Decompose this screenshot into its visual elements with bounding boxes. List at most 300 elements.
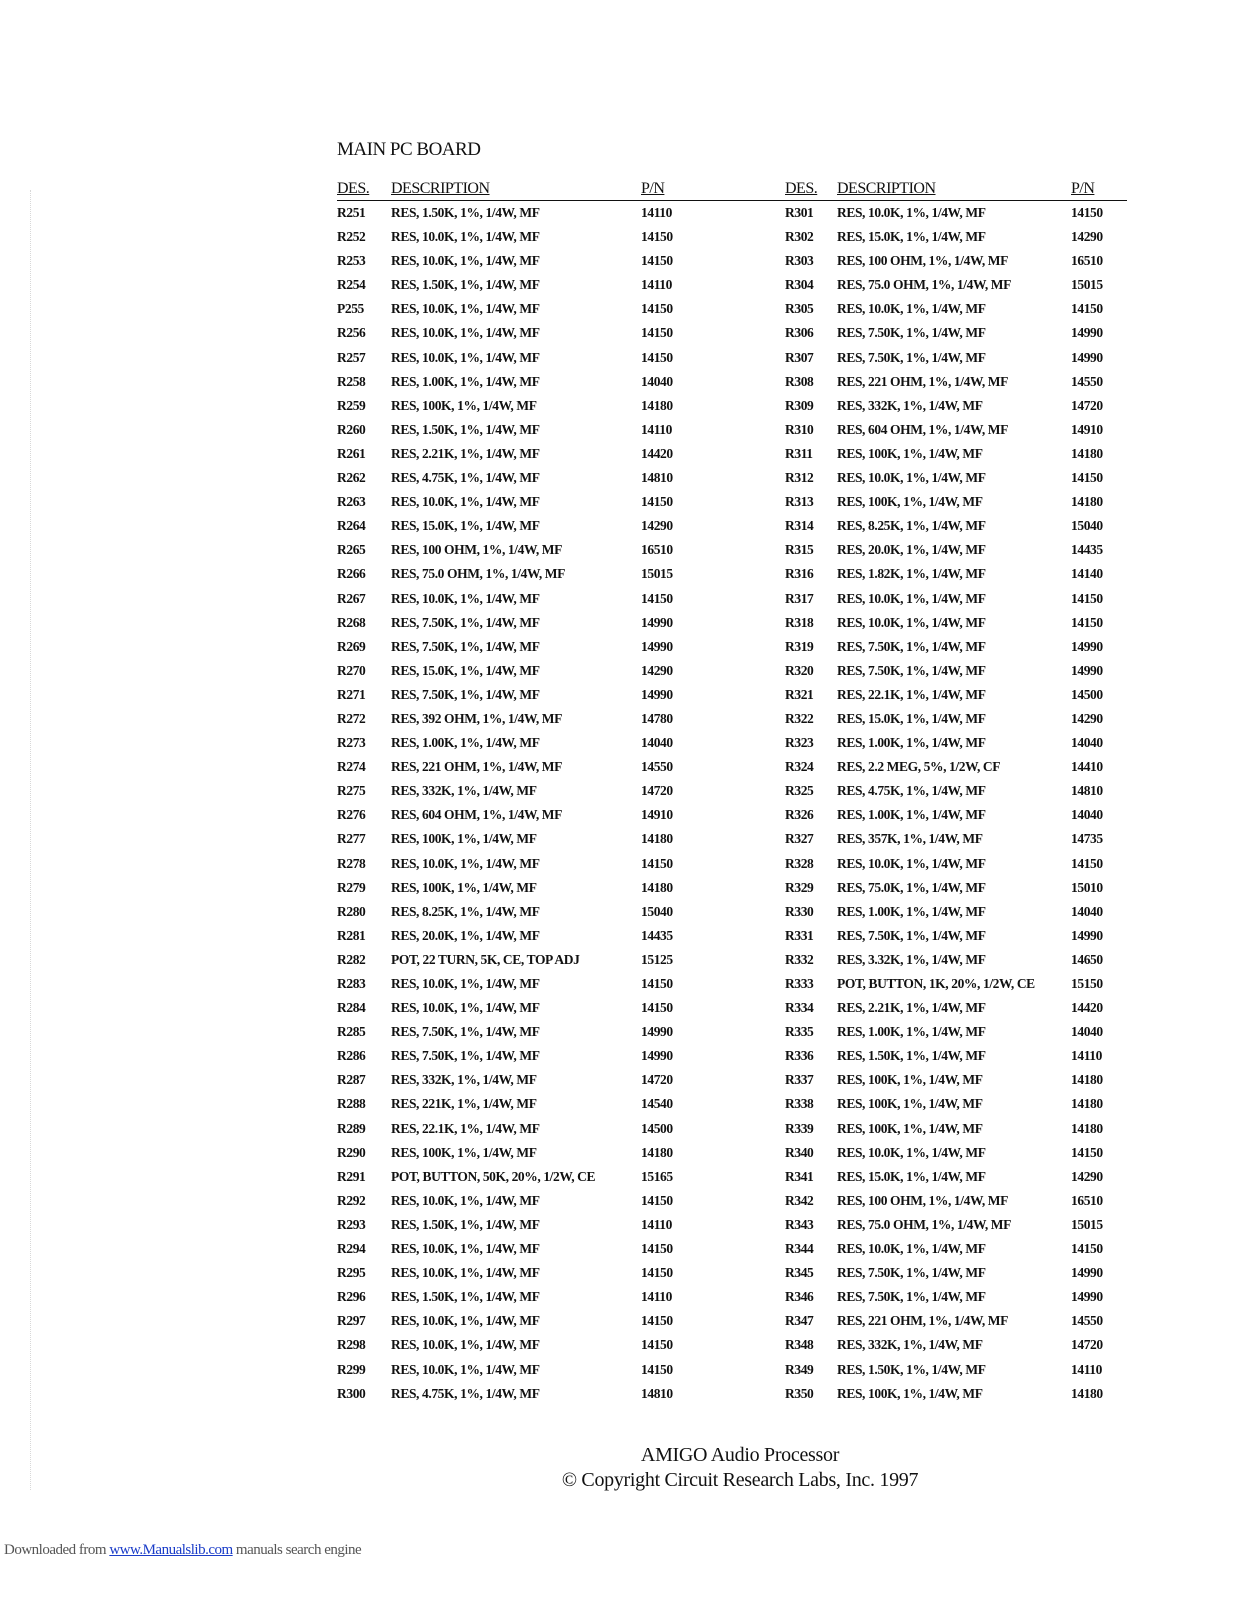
des-right: R320	[785, 662, 814, 678]
table-row	[337, 370, 1127, 394]
description-left: RES, 15.0K, 1%, 1/4W, MF	[391, 662, 540, 678]
des-left: R271	[337, 686, 366, 702]
description-left: RES, 10.0K, 1%, 1/4W, MF	[391, 1313, 540, 1329]
description-left: RES, 10.0K, 1%, 1/4W, MF	[391, 1241, 540, 1257]
description-left: RES, 1.50K, 1%, 1/4W, MF	[391, 1289, 540, 1305]
description-right: RES, 332K, 1%, 1/4W, MF	[837, 397, 983, 413]
des-right: R341	[785, 1168, 814, 1184]
pn-right: 14720	[1071, 397, 1103, 413]
pn-right: 14040	[1071, 1024, 1103, 1040]
des-right: R350	[785, 1385, 814, 1401]
description-left: RES, 100K, 1%, 1/4W, MF	[391, 831, 537, 847]
des-right: R302	[785, 229, 814, 245]
description-left: RES, 10.0K, 1%, 1/4W, MF	[391, 855, 540, 871]
des-right: R340	[785, 1144, 814, 1160]
des-left: R292	[337, 1192, 366, 1208]
des-right: R347	[785, 1313, 814, 1329]
table-row	[337, 1382, 1127, 1406]
description-left: RES, 7.50K, 1%, 1/4W, MF	[391, 614, 540, 630]
description-right: RES, 2.2 MEG, 5%, 1/2W, CF	[837, 759, 1001, 775]
des-left: R298	[337, 1337, 366, 1353]
pn-right: 14420	[1071, 1000, 1103, 1016]
description-left: RES, 22.1K, 1%, 1/4W, MF	[391, 1120, 540, 1136]
section-title: MAIN PC BOARD	[337, 139, 481, 160]
pn-left: 14990	[641, 1048, 673, 1064]
des-left: R269	[337, 638, 366, 654]
des-right: R342	[785, 1192, 814, 1208]
description-left: RES, 332K, 1%, 1/4W, MF	[391, 1072, 537, 1088]
description-right: RES, 2.21K, 1%, 1/4W, MF	[837, 1000, 986, 1016]
des-right: R326	[785, 807, 814, 823]
pn-right: 14990	[1071, 662, 1103, 678]
pn-left: 14290	[641, 662, 673, 678]
des-left: R270	[337, 662, 366, 678]
header-des-right: DES.	[785, 180, 818, 197]
description-right: RES, 100K, 1%, 1/4W, MF	[837, 494, 983, 510]
description-left: RES, 392 OHM, 1%, 1/4W, MF	[391, 710, 562, 726]
table-row	[337, 562, 1127, 586]
des-right: R327	[785, 831, 814, 847]
des-right: R348	[785, 1337, 814, 1353]
des-left: R281	[337, 927, 366, 943]
pn-left: 15040	[641, 903, 673, 919]
des-left: R260	[337, 421, 366, 437]
description-right: RES, 22.1K, 1%, 1/4W, MF	[837, 686, 986, 702]
description-right: RES, 75.0 OHM, 1%, 1/4W, MF	[837, 277, 1011, 293]
table-row	[337, 490, 1127, 514]
des-left: R290	[337, 1144, 366, 1160]
description-right: RES, 10.0K, 1%, 1/4W, MF	[837, 1241, 986, 1257]
description-right: RES, 15.0K, 1%, 1/4W, MF	[837, 710, 986, 726]
pn-left: 14180	[641, 1144, 673, 1160]
pn-right: 14180	[1071, 1120, 1103, 1136]
description-right: RES, 1.00K, 1%, 1/4W, MF	[837, 735, 986, 751]
table-row	[337, 297, 1127, 321]
des-right: R335	[785, 1024, 814, 1040]
des-left: R285	[337, 1024, 366, 1040]
des-right: R349	[785, 1361, 814, 1377]
description-right: RES, 1.82K, 1%, 1/4W, MF	[837, 566, 986, 582]
des-left: R289	[337, 1120, 366, 1136]
description-left: RES, 20.0K, 1%, 1/4W, MF	[391, 927, 540, 943]
description-left: RES, 7.50K, 1%, 1/4W, MF	[391, 686, 540, 702]
pn-right: 14990	[1071, 1265, 1103, 1281]
pn-left: 14990	[641, 686, 673, 702]
pn-right: 14550	[1071, 1313, 1103, 1329]
des-left: R297	[337, 1313, 366, 1329]
description-right: RES, 357K, 1%, 1/4W, MF	[837, 831, 983, 847]
description-right: RES, 8.25K, 1%, 1/4W, MF	[837, 518, 986, 534]
description-right: RES, 100K, 1%, 1/4W, MF	[837, 1072, 983, 1088]
download-suffix: manuals search engine	[232, 1542, 362, 1558]
pn-right: 14040	[1071, 903, 1103, 919]
pn-left: 14810	[641, 1385, 673, 1401]
description-left: RES, 10.0K, 1%, 1/4W, MF	[391, 1265, 540, 1281]
table-row	[337, 346, 1127, 370]
pn-right: 14990	[1071, 1289, 1103, 1305]
des-right: R344	[785, 1241, 814, 1257]
pn-right: 15150	[1071, 976, 1103, 991]
des-right: R324	[785, 759, 814, 775]
pn-right: 15010	[1071, 879, 1103, 895]
pn-right: 14150	[1071, 205, 1103, 220]
description-right: RES, 10.0K, 1%, 1/4W, MF	[837, 855, 986, 871]
des-left: R257	[337, 349, 366, 365]
footer-product-name: AMIGO Audio Processor	[640, 1444, 840, 1466]
pn-left: 14150	[641, 253, 673, 269]
table-row	[337, 972, 1127, 996]
table-row	[337, 659, 1127, 683]
des-right: R306	[785, 325, 814, 341]
description-right: RES, 100K, 1%, 1/4W, MF	[837, 1120, 983, 1136]
des-left: R295	[337, 1265, 366, 1281]
pn-left: 14150	[641, 1265, 673, 1281]
table-row	[337, 514, 1127, 538]
description-left: RES, 100K, 1%, 1/4W, MF	[391, 1144, 537, 1160]
description-left: POT, 22 TURN, 5K, CE, TOP ADJ	[391, 951, 580, 967]
description-left: RES, 15.0K, 1%, 1/4W, MF	[391, 518, 540, 534]
table-row	[337, 731, 1127, 755]
pn-left: 14550	[641, 759, 673, 775]
des-right: R321	[785, 686, 814, 702]
description-left: RES, 10.0K, 1%, 1/4W, MF	[391, 253, 540, 269]
description-left: RES, 1.50K, 1%, 1/4W, MF	[391, 205, 540, 220]
table-row	[337, 1333, 1127, 1357]
footer	[540, 1443, 940, 1493]
pn-right: 15040	[1071, 518, 1103, 534]
description-right: RES, 100 OHM, 1%, 1/4W, MF	[837, 253, 1008, 269]
description-right: RES, 10.0K, 1%, 1/4W, MF	[837, 1144, 986, 1160]
pn-right: 14990	[1071, 349, 1103, 365]
des-left: R263	[337, 494, 366, 510]
pn-left: 14500	[641, 1120, 673, 1136]
des-left: R294	[337, 1241, 366, 1257]
pn-right: 14435	[1071, 542, 1103, 558]
table-row	[337, 1141, 1127, 1165]
description-right: RES, 7.50K, 1%, 1/4W, MF	[837, 927, 986, 943]
parts-list-header	[337, 178, 1127, 201]
description-right: RES, 10.0K, 1%, 1/4W, MF	[837, 614, 986, 630]
description-left: RES, 1.50K, 1%, 1/4W, MF	[391, 277, 540, 293]
des-left: R252	[337, 229, 366, 245]
pn-right: 14500	[1071, 686, 1103, 702]
table-row	[337, 1285, 1127, 1309]
pn-right: 14180	[1071, 1096, 1103, 1112]
header-pn-right: P/N	[1071, 180, 1095, 197]
des-right: R345	[785, 1265, 814, 1281]
description-right: POT, BUTTON, 1K, 20%, 1/2W, CE	[837, 976, 1035, 991]
des-left: R261	[337, 445, 366, 461]
description-right: RES, 100 OHM, 1%, 1/4W, MF	[837, 1192, 1008, 1208]
description-left: RES, 100 OHM, 1%, 1/4W, MF	[391, 542, 562, 558]
des-right: R328	[785, 855, 814, 871]
table-row	[337, 779, 1127, 803]
pn-right: 14650	[1071, 951, 1103, 967]
pn-left: 14040	[641, 373, 673, 389]
table-row	[337, 538, 1127, 562]
des-right: R331	[785, 927, 814, 943]
pn-left: 14435	[641, 927, 673, 943]
pn-left: 14420	[641, 445, 673, 461]
des-right: R304	[785, 277, 814, 293]
des-right: R305	[785, 301, 814, 317]
description-right: RES, 10.0K, 1%, 1/4W, MF	[837, 470, 986, 486]
pn-right: 14410	[1071, 759, 1103, 775]
table-row	[337, 1117, 1127, 1141]
des-right: R309	[785, 397, 814, 413]
pn-left: 14150	[641, 976, 673, 991]
pn-right: 14735	[1071, 831, 1103, 847]
description-right: RES, 1.00K, 1%, 1/4W, MF	[837, 903, 986, 919]
table-row	[337, 201, 1127, 225]
pn-left: 14990	[641, 1024, 673, 1040]
table-row	[337, 876, 1127, 900]
download-prefix: Downloaded from	[4, 1542, 110, 1558]
des-right: R329	[785, 879, 814, 895]
des-left: R251	[337, 205, 366, 220]
pn-right: 14290	[1071, 229, 1103, 245]
parts-list	[337, 178, 1127, 1406]
description-right: RES, 15.0K, 1%, 1/4W, MF	[837, 229, 986, 245]
description-right: RES, 7.50K, 1%, 1/4W, MF	[837, 349, 986, 365]
table-row	[337, 827, 1127, 851]
des-left: R273	[337, 735, 366, 751]
description-right: RES, 604 OHM, 1%, 1/4W, MF	[837, 421, 1008, 437]
des-right: R314	[785, 518, 814, 534]
des-left: R300	[337, 1385, 366, 1401]
description-right: RES, 332K, 1%, 1/4W, MF	[837, 1337, 983, 1353]
description-left: RES, 8.25K, 1%, 1/4W, MF	[391, 903, 540, 919]
description-left: RES, 4.75K, 1%, 1/4W, MF	[391, 470, 540, 486]
pn-left: 14150	[641, 855, 673, 871]
des-left: R256	[337, 325, 366, 341]
description-right: RES, 7.50K, 1%, 1/4W, MF	[837, 638, 986, 654]
pn-right: 14290	[1071, 710, 1103, 726]
des-left: R284	[337, 1000, 366, 1016]
des-left: R277	[337, 831, 366, 847]
pn-right: 14150	[1071, 590, 1103, 606]
table-row	[337, 707, 1127, 731]
des-left: R282	[337, 951, 366, 967]
des-left: R253	[337, 253, 366, 269]
description-left: RES, 10.0K, 1%, 1/4W, MF	[391, 1337, 540, 1353]
table-row	[337, 587, 1127, 611]
header-description-right: DESCRIPTION	[837, 180, 936, 197]
des-left: R258	[337, 373, 366, 389]
des-right: R312	[785, 470, 814, 486]
description-left: RES, 1.50K, 1%, 1/4W, MF	[391, 421, 540, 437]
pn-right: 14180	[1071, 445, 1103, 461]
table-row	[337, 1261, 1127, 1285]
pn-left: 14150	[641, 1241, 673, 1257]
des-right: R322	[785, 710, 814, 726]
table-row	[337, 1165, 1127, 1189]
pn-left: 14150	[641, 1337, 673, 1353]
table-row	[337, 1237, 1127, 1261]
des-right: R311	[785, 445, 813, 461]
pn-left: 14040	[641, 735, 673, 751]
pn-right: 16510	[1071, 1192, 1103, 1208]
pn-left: 14180	[641, 397, 673, 413]
pn-left: 14110	[641, 1216, 673, 1232]
pn-right: 14180	[1071, 494, 1103, 510]
table-row	[337, 683, 1127, 707]
description-left: RES, 221 OHM, 1%, 1/4W, MF	[391, 759, 562, 775]
pn-right: 14990	[1071, 325, 1103, 341]
table-row	[337, 418, 1127, 442]
des-left: R266	[337, 566, 366, 582]
table-row	[337, 900, 1127, 924]
pn-right: 14150	[1071, 470, 1103, 486]
des-left: R296	[337, 1289, 366, 1305]
des-left: P255	[337, 301, 364, 317]
pn-right: 14550	[1071, 373, 1103, 389]
description-left: RES, 2.21K, 1%, 1/4W, MF	[391, 445, 540, 461]
pn-left: 14150	[641, 1313, 673, 1329]
description-left: RES, 10.0K, 1%, 1/4W, MF	[391, 1192, 540, 1208]
pn-right: 14990	[1071, 927, 1103, 943]
table-row	[337, 948, 1127, 972]
des-left: R262	[337, 470, 366, 486]
table-row	[337, 1020, 1127, 1044]
table-row	[337, 803, 1127, 827]
pn-right: 14910	[1071, 421, 1103, 437]
des-right: R303	[785, 253, 814, 269]
manualslib-link[interactable]: www.Manualslib.com	[109, 1542, 233, 1558]
des-right: R310	[785, 421, 814, 437]
des-right: R316	[785, 566, 814, 582]
des-left: R274	[337, 759, 366, 775]
des-right: R323	[785, 735, 814, 751]
pn-left: 14150	[641, 590, 673, 606]
pn-right: 14110	[1071, 1361, 1103, 1377]
pn-right: 14150	[1071, 855, 1103, 871]
pn-right: 14150	[1071, 614, 1103, 630]
des-left: R275	[337, 783, 366, 799]
des-right: R338	[785, 1096, 814, 1112]
description-right: RES, 100K, 1%, 1/4W, MF	[837, 1385, 983, 1401]
des-left: R259	[337, 397, 366, 413]
pn-right: 14150	[1071, 1144, 1103, 1160]
pn-left: 14540	[641, 1096, 673, 1112]
pn-left: 14810	[641, 470, 673, 486]
parts-list-rows	[337, 201, 1127, 1406]
des-right: R317	[785, 590, 814, 606]
description-right: RES, 1.50K, 1%, 1/4W, MF	[837, 1361, 986, 1377]
table-row	[337, 611, 1127, 635]
description-right: RES, 75.0 OHM, 1%, 1/4W, MF	[837, 1216, 1011, 1232]
pn-right: 14150	[1071, 301, 1103, 317]
pn-right: 14150	[1071, 1241, 1103, 1257]
pn-left: 14110	[641, 1289, 673, 1305]
des-left: R280	[337, 903, 366, 919]
table-row	[337, 1068, 1127, 1092]
table-row	[337, 394, 1127, 418]
table-row	[337, 755, 1127, 779]
description-right: RES, 7.50K, 1%, 1/4W, MF	[837, 1289, 986, 1305]
des-right: R315	[785, 542, 814, 558]
table-row	[337, 1358, 1127, 1382]
header-description-left: DESCRIPTION	[391, 180, 490, 197]
description-right: RES, 75.0K, 1%, 1/4W, MF	[837, 879, 986, 895]
des-right: R334	[785, 1000, 814, 1016]
description-left: RES, 4.75K, 1%, 1/4W, MF	[391, 1385, 540, 1401]
pn-left: 14150	[641, 1192, 673, 1208]
footer-copyright: © Copyright Circuit Research Labs, Inc. 1997	[561, 1469, 919, 1491]
des-right: R332	[785, 951, 814, 967]
description-left: RES, 10.0K, 1%, 1/4W, MF	[391, 229, 540, 245]
pn-left: 14990	[641, 638, 673, 654]
description-left: RES, 10.0K, 1%, 1/4W, MF	[391, 325, 540, 341]
table-row	[337, 852, 1127, 876]
pn-left: 14720	[641, 783, 673, 799]
description-left: RES, 10.0K, 1%, 1/4W, MF	[391, 1000, 540, 1016]
des-left: R291	[337, 1168, 366, 1184]
description-right: RES, 100K, 1%, 1/4W, MF	[837, 445, 983, 461]
pn-left: 15165	[641, 1168, 673, 1184]
pn-left: 14290	[641, 518, 673, 534]
description-left: RES, 10.0K, 1%, 1/4W, MF	[391, 301, 540, 317]
table-row	[337, 273, 1127, 297]
des-right: R325	[785, 783, 814, 799]
des-left: R265	[337, 542, 366, 558]
description-left: RES, 604 OHM, 1%, 1/4W, MF	[391, 807, 562, 823]
des-right: R318	[785, 614, 814, 630]
pn-left: 14150	[641, 1000, 673, 1016]
pn-right: 14040	[1071, 735, 1103, 751]
description-right: RES, 221 OHM, 1%, 1/4W, MF	[837, 373, 1008, 389]
des-right: R339	[785, 1120, 814, 1136]
des-left: R293	[337, 1216, 366, 1232]
table-row	[337, 249, 1127, 273]
des-left: R279	[337, 879, 366, 895]
header-des-left: DES.	[337, 180, 370, 197]
description-right: RES, 15.0K, 1%, 1/4W, MF	[837, 1168, 986, 1184]
des-left: R254	[337, 277, 366, 293]
des-right: R346	[785, 1289, 814, 1305]
des-right: R319	[785, 638, 814, 654]
description-right: RES, 20.0K, 1%, 1/4W, MF	[837, 542, 986, 558]
pn-left: 15015	[641, 566, 673, 582]
description-left: RES, 221K, 1%, 1/4W, MF	[391, 1096, 537, 1112]
des-right: R330	[785, 903, 814, 919]
description-left: RES, 100K, 1%, 1/4W, MF	[391, 397, 537, 413]
table-row	[337, 442, 1127, 466]
table-row	[337, 996, 1127, 1020]
description-right: RES, 7.50K, 1%, 1/4W, MF	[837, 325, 986, 341]
description-left: RES, 10.0K, 1%, 1/4W, MF	[391, 976, 540, 991]
pn-left: 14780	[641, 710, 673, 726]
description-left: RES, 75.0 OHM, 1%, 1/4W, MF	[391, 566, 565, 582]
pn-left: 14110	[641, 205, 673, 220]
des-left: R272	[337, 710, 366, 726]
pn-left: 14150	[641, 494, 673, 510]
des-left: R299	[337, 1361, 366, 1377]
description-left: RES, 7.50K, 1%, 1/4W, MF	[391, 1024, 540, 1040]
des-right: R343	[785, 1216, 814, 1232]
pn-right: 16510	[1071, 253, 1103, 269]
pn-right: 14040	[1071, 807, 1103, 823]
pn-left: 15125	[641, 951, 673, 967]
description-right: RES, 10.0K, 1%, 1/4W, MF	[837, 205, 986, 220]
pn-left: 14180	[641, 831, 673, 847]
des-left: R286	[337, 1048, 366, 1064]
des-right: R307	[785, 349, 814, 365]
pn-right: 14180	[1071, 1385, 1103, 1401]
pn-left: 14910	[641, 807, 673, 823]
des-right: R301	[785, 205, 814, 220]
description-left: RES, 100K, 1%, 1/4W, MF	[391, 879, 537, 895]
